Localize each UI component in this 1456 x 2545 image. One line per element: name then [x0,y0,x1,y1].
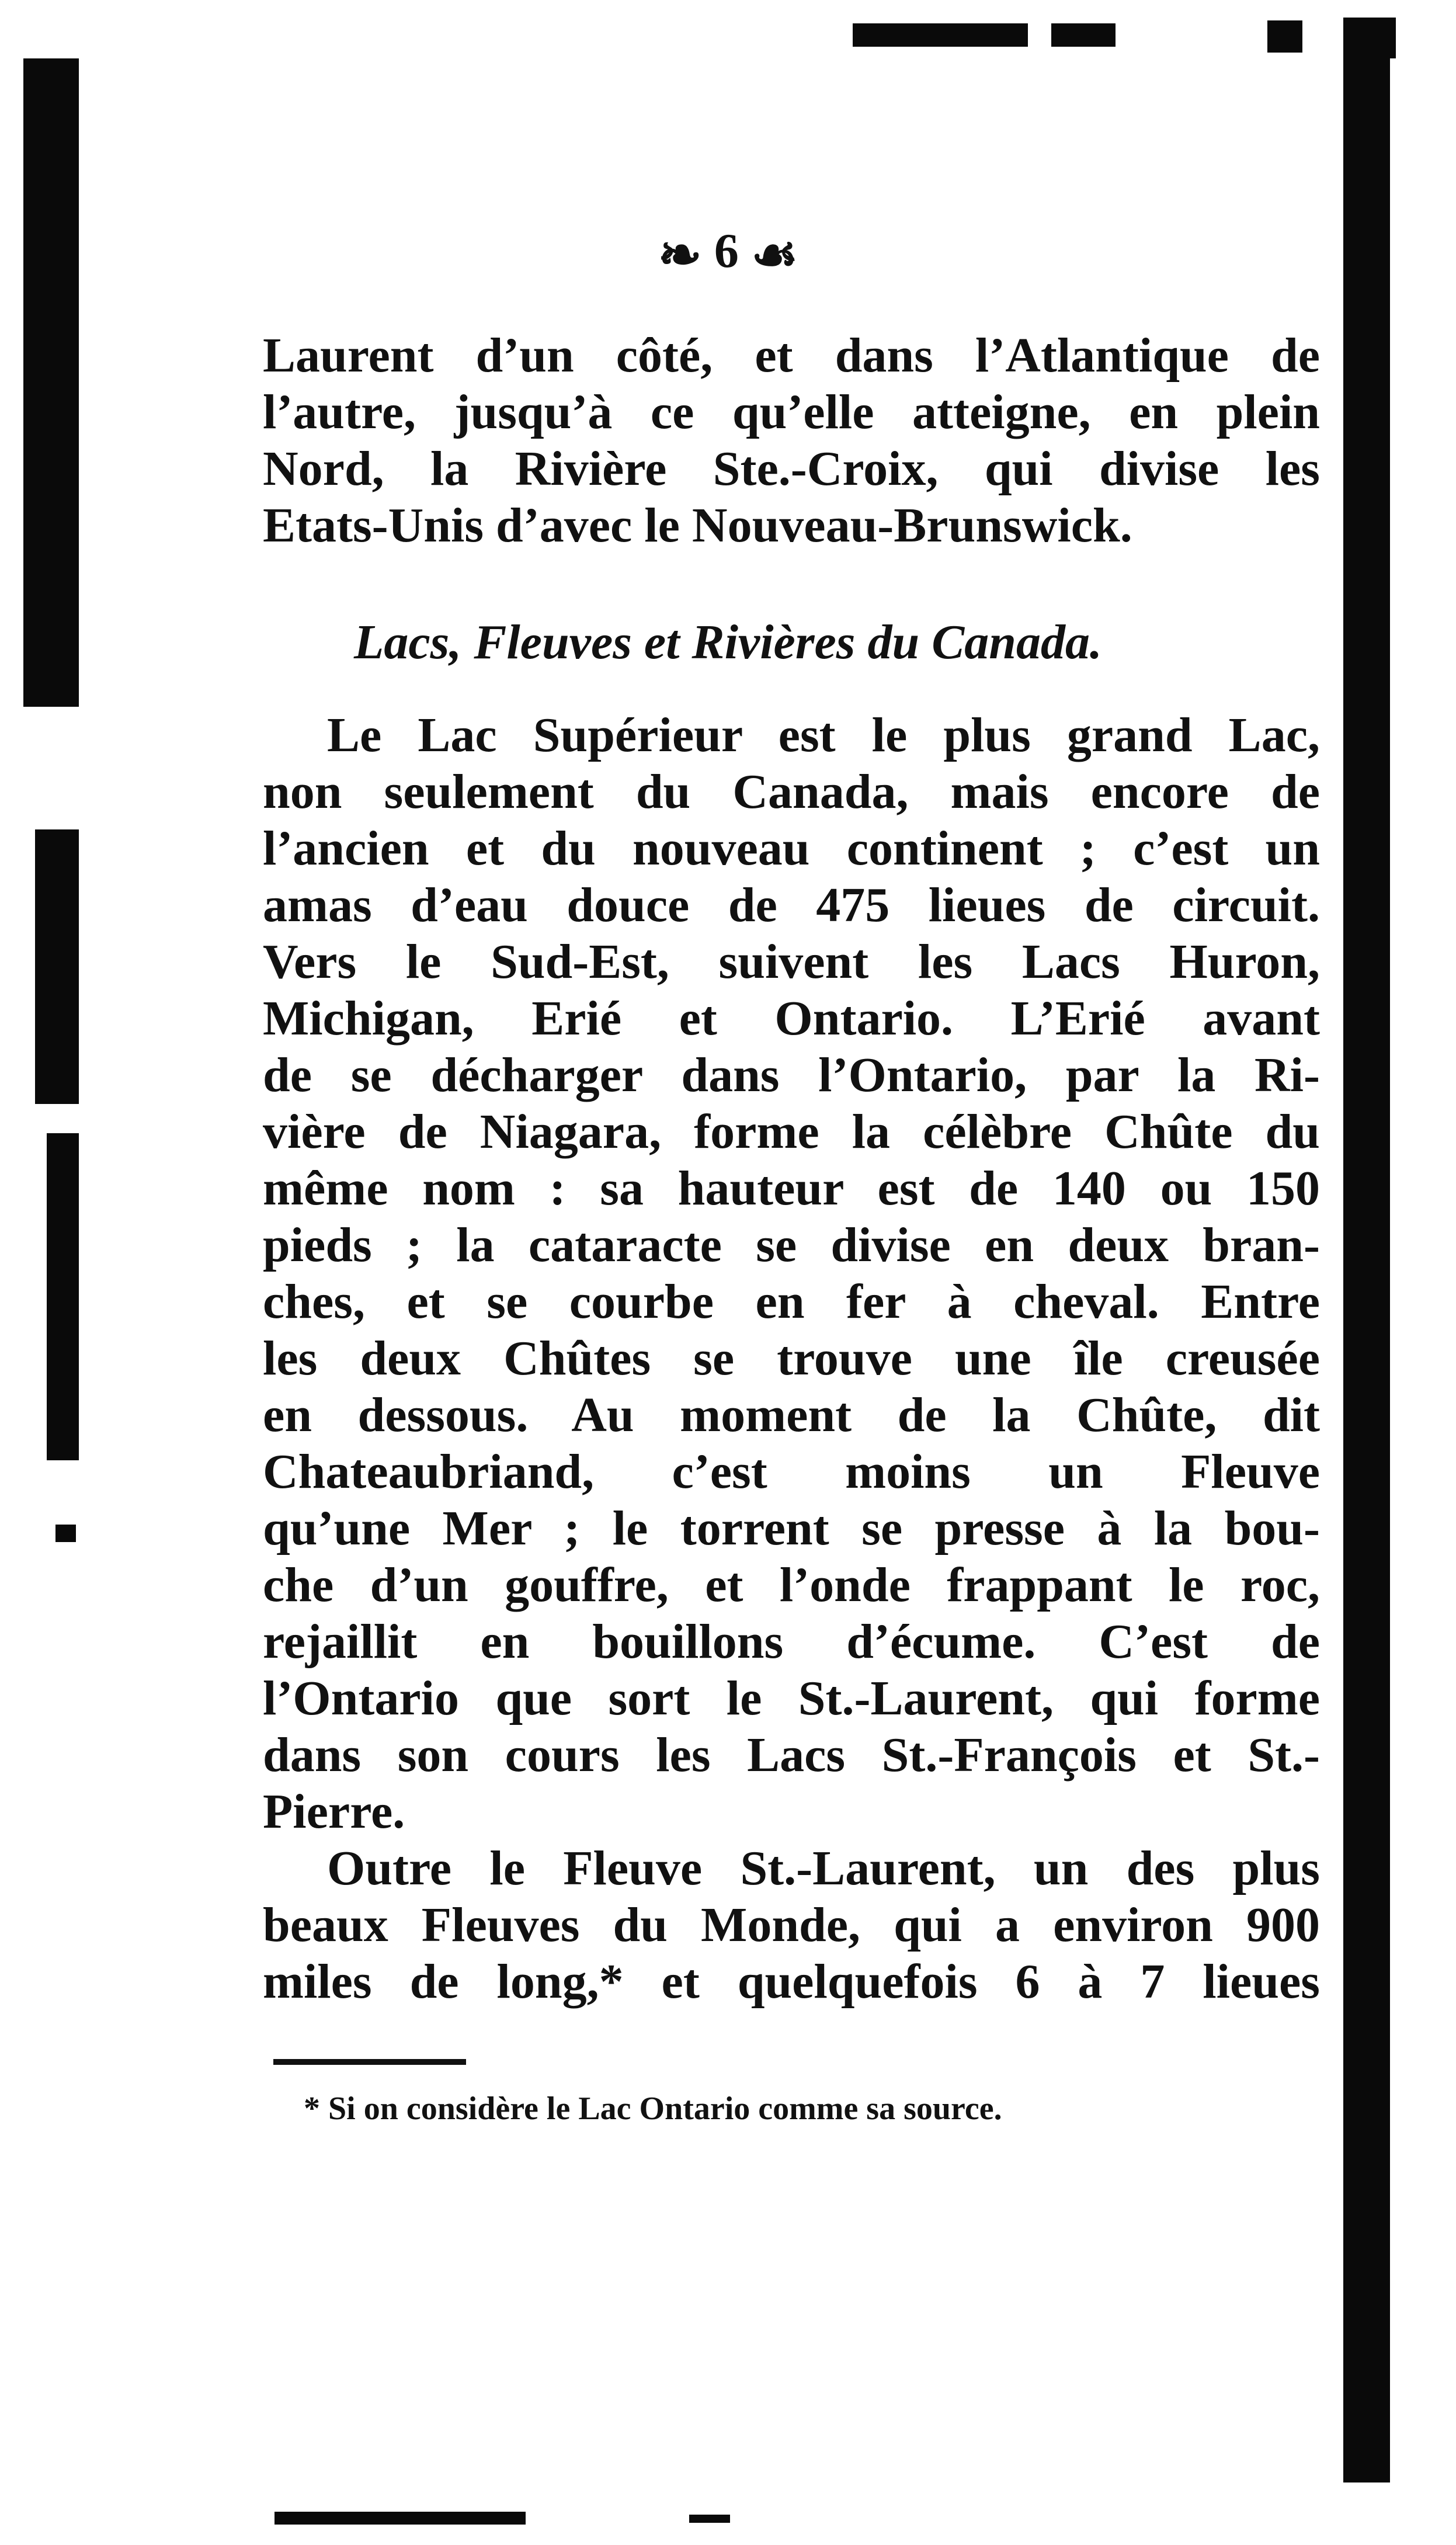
text-line: amas d’eau douce de 475 lieues de circuit. [263,878,1320,932]
text-line: l’Ontario que sort le St.-Laurent, qui forme [263,1671,1320,1725]
scan-edge-top-marks [853,23,1028,47]
text-line: Le Lac Supérieur est le plus grand Lac, [327,708,1320,762]
footnote: * Si on considère le Lac Ontario comme sa source. [304,2091,1002,2127]
text-line: les deux Chûtes se trouve une île creusée [263,1331,1320,1386]
text-line: Michigan, Erié et Ontario. L’Erié avant [263,991,1320,1046]
section-title: Lacs, Fleuves et Rivières du Canada. [354,615,1102,669]
text-line: l’autre, jusqu’à ce qu’elle atteigne, en plein [263,385,1320,439]
scan-edge-bottom-marks [274,2512,526,2525]
scan-edge-left-mark [55,1525,76,1542]
text-line: non seulement du Canada, mais encore de [263,765,1320,819]
ornament-left-icon: ❧ [658,226,702,284]
ornament-right-icon: ☙ [750,226,798,284]
paragraph-continuation [263,327,1320,554]
text-line: Chateaubriand, c’est moins un Fleuve [263,1445,1320,1499]
text-line: beaux Fleuves du Monde, qui a environ 900 [263,1898,1320,1952]
scan-edge-top-marks [1267,20,1302,53]
scan-edge-left-bar [47,1133,79,1460]
scan-edge-left-bar [23,58,79,707]
text-line: Pierre. [263,1784,405,1839]
scan-edge-top-marks [1343,18,1396,58]
text-line: de se décharger dans l’Ontario, par la Ri- [263,1048,1320,1102]
text-line: pieds ; la cataracte se divise en deux bran- [263,1218,1320,1272]
text-line: l’ancien et du nouveau continent ; c’est un [263,821,1320,876]
text-line: Nord, la Rivière Ste.-Croix, qui divise les [263,442,1320,496]
text-line: vière de Niagara, forme la célèbre Chûte du [263,1105,1320,1159]
text-line: rejaillit en bouillons d’écume. C’est de [263,1615,1320,1669]
text-line: Etats-Unis d’avec le Nouveau-Brunswick. [263,498,1132,553]
text-line: ches, et se courbe en fer à cheval. Entre [263,1275,1320,1329]
text-line: en dessous. Au moment de la Chûte, dit [263,1388,1320,1442]
text-line: Outre le Fleuve St.-Laurent, un des plus [327,1841,1320,1895]
text-line: qu’une Mer ; le torrent se presse à la bou- [263,1501,1320,1556]
text-line: che d’un gouffre, et l’onde frappant le roc, [263,1558,1320,1612]
text-line: Laurent d’un côté, et dans l’Atlantique de [263,328,1320,383]
text-line: même nom : sa hauteur est de 140 ou 150 [263,1161,1320,1216]
paragraph-fleuve-st-laurent [263,1840,1320,2010]
scan-edge-top-marks [1051,23,1116,47]
scan-edge-left-bar [35,829,79,1104]
paragraph-lac-superieur [263,707,1320,1840]
scan-edge-right-bar [1343,58,1390,2482]
text-line: dans son cours les Lacs St.-François et St.- [263,1728,1320,1782]
page-number-header [0,222,1456,285]
footnote-divider [273,2059,466,2065]
text-line: Vers le Sud-Est, suivent les Lacs Huron, [263,935,1320,989]
scan-edge-bottom-marks [689,2515,730,2523]
page-number: 6 [714,224,739,278]
text-line: miles de long,* et quelquefois 6 à 7 lieues [263,1954,1320,2009]
